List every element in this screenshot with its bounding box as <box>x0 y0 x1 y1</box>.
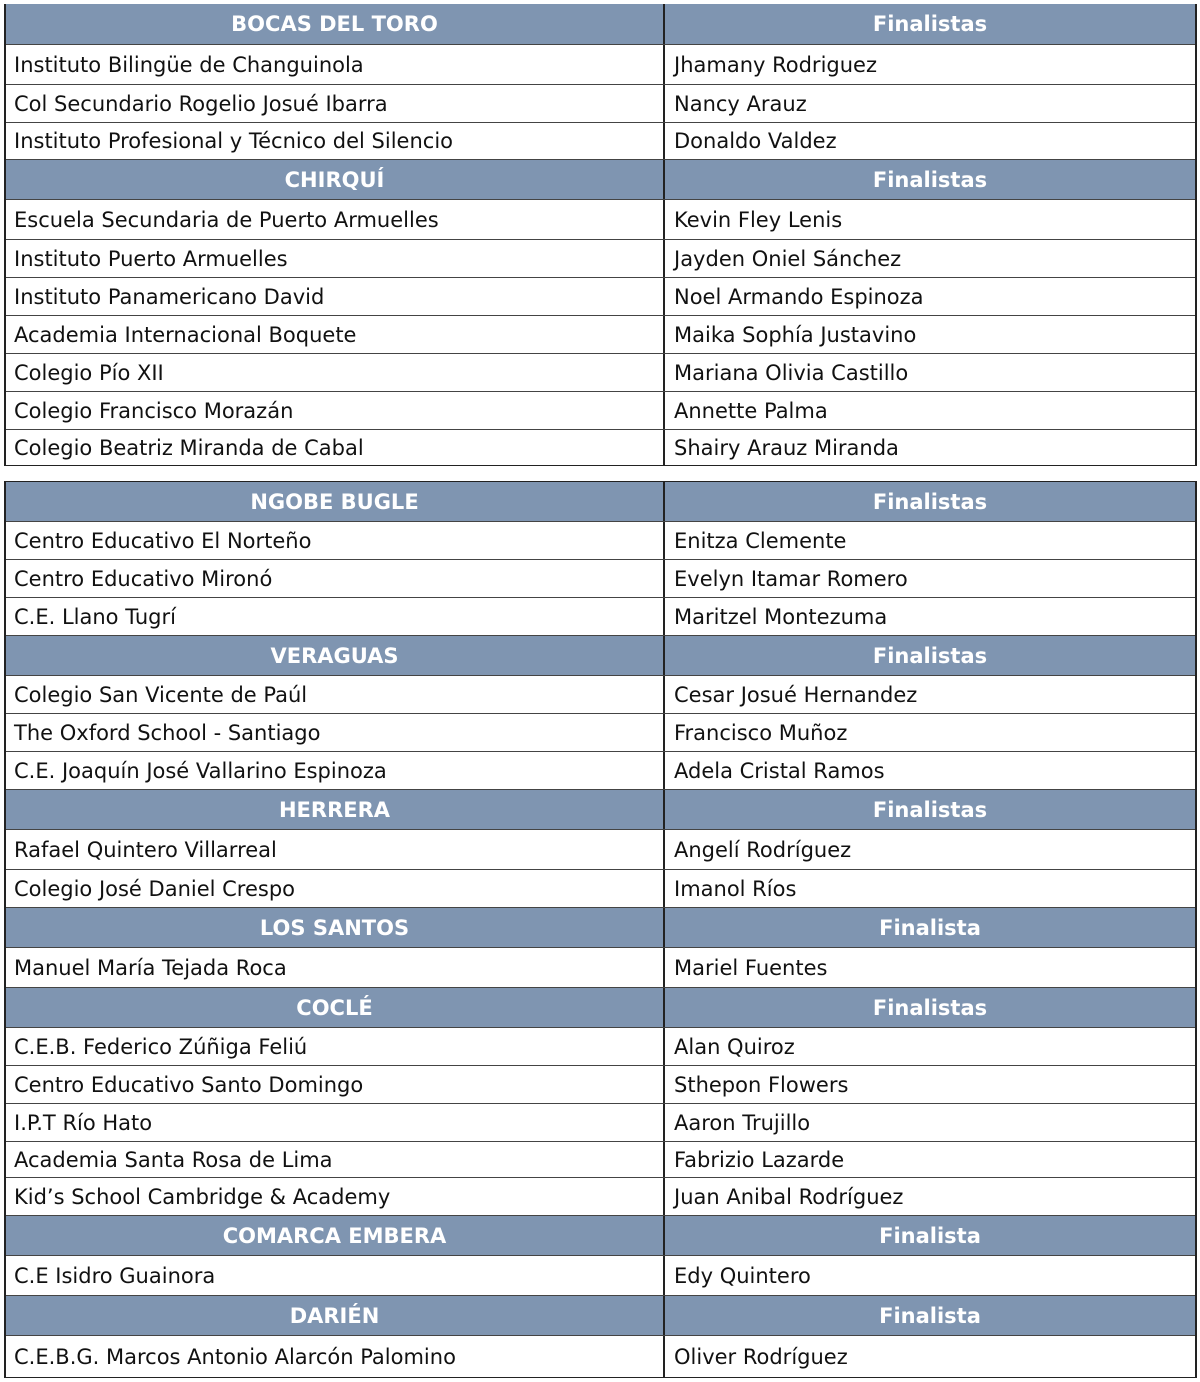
section-header-los-santos <box>6 907 1195 947</box>
finalist-name: Enitza Clemente <box>674 528 847 553</box>
finalist-name: Noel Armando Espinoza <box>674 284 924 309</box>
table-row <box>6 315 1195 353</box>
region-name: CHIRQUÍ <box>6 160 665 199</box>
finalist-name: Adela Cristal Ramos <box>674 758 885 783</box>
school-name: Centro Educativo El Norteño <box>6 522 665 559</box>
finalist-name: Mariel Fuentes <box>674 955 828 980</box>
section-header-ngobe-bugle <box>6 481 1195 521</box>
finalist-name: Angelí Rodríguez <box>674 837 852 862</box>
table-row <box>6 751 1195 789</box>
school-name: Colegio San Vicente de Paúl <box>6 676 665 713</box>
finalist-name: Oliver Rodríguez <box>674 1344 848 1369</box>
section-header-comarca-embera <box>6 1215 1195 1255</box>
table-row <box>6 277 1195 315</box>
school-name: Colegio Beatriz Miranda de Cabal <box>6 430 665 465</box>
table-row <box>6 353 1195 391</box>
school-name: C.E.B. Federico Zúñiga Feliú <box>6 1028 665 1065</box>
finalist-name: Shairy Arauz Miranda <box>674 435 899 460</box>
table-row <box>6 122 1195 159</box>
table-row <box>6 44 1195 84</box>
region-name: DARIÉN <box>6 1296 665 1335</box>
school-name: Academia Internacional Boquete <box>6 316 665 353</box>
school-name: C.E.B.G. Marcos Antonio Alarcón Palomino <box>6 1336 665 1377</box>
table-row <box>6 1177 1195 1215</box>
finalist-name: Imanol Ríos <box>674 876 797 901</box>
table-row <box>6 829 1195 869</box>
region-name: VERAGUAS <box>6 636 665 675</box>
region-name: COMARCA EMBERA <box>6 1216 665 1255</box>
finalists-table-2 <box>4 481 1197 1378</box>
school-name: Centro Educativo Santo Domingo <box>6 1066 665 1103</box>
school-name: Colegio Francisco Morazán <box>6 392 665 429</box>
school-name: Kid’s School Cambridge & Academy <box>6 1178 665 1215</box>
table-row <box>6 391 1195 429</box>
finalists-column-label: Finalistas <box>872 489 988 514</box>
table-row <box>6 1255 1195 1295</box>
region-name: BOCAS DEL TORO <box>6 4 665 44</box>
school-name: Manuel María Tejada Roca <box>6 948 665 987</box>
finalist-name: Donaldo Valdez <box>674 129 837 153</box>
school-name: C.E. Llano Tugrí <box>6 598 665 635</box>
section-header-cocle <box>6 987 1195 1027</box>
finalist-name: Juan Anibal Rodríguez <box>674 1184 904 1209</box>
finalists-column-label: Finalistas <box>872 12 988 36</box>
school-name: The Oxford School - Santiago <box>6 714 665 751</box>
section-header-bocas-del-toro <box>6 4 1195 44</box>
table-row <box>6 597 1195 635</box>
finalists-table-1 <box>4 4 1197 466</box>
finalists-column-label: Finalista <box>879 1223 981 1248</box>
section-header-darien <box>6 1295 1195 1335</box>
finalist-name: Evelyn Itamar Romero <box>674 566 908 591</box>
region-name: HERRERA <box>6 790 665 829</box>
table-row <box>6 559 1195 597</box>
finalists-column-label: Finalista <box>879 1303 981 1328</box>
section-header-veraguas <box>6 635 1195 675</box>
table-row <box>6 84 1195 122</box>
table-row <box>6 675 1195 713</box>
school-name: C.E Isidro Guainora <box>6 1256 665 1295</box>
region-name: COCLÉ <box>6 988 665 1027</box>
table-row <box>6 521 1195 559</box>
school-name: Instituto Panamericano David <box>6 278 665 315</box>
school-name: Centro Educativo Mironó <box>6 560 665 597</box>
table-row <box>6 1065 1195 1103</box>
school-name: Colegio José Daniel Crespo <box>6 870 665 907</box>
finalist-name: Annette Palma <box>674 398 828 423</box>
school-name: Academia Santa Rosa de Lima <box>6 1142 665 1177</box>
table-row <box>6 869 1195 907</box>
school-name: C.E. Joaquín José Vallarino Espinoza <box>6 752 665 789</box>
table-row <box>6 1141 1195 1177</box>
finalist-name: Kevin Fley Lenis <box>674 207 843 232</box>
table-row <box>6 199 1195 239</box>
finalist-name: Sthepon Flowers <box>674 1072 849 1097</box>
finalists-column-label: Finalistas <box>872 995 988 1020</box>
finalist-name: Nancy Arauz <box>674 91 807 116</box>
finalists-column-label: Finalistas <box>872 167 988 192</box>
finalist-name: Jhamany Rodriguez <box>674 52 877 77</box>
section-header-herrera <box>6 789 1195 829</box>
school-name: I.P.T Río Hato <box>6 1104 665 1141</box>
table-row <box>6 713 1195 751</box>
finalist-name: Alan Quiroz <box>674 1034 795 1059</box>
school-name: Colegio Pío XII <box>6 354 665 391</box>
finalist-name: Maritzel Montezuma <box>674 604 888 629</box>
school-name: Instituto Puerto Armuelles <box>6 240 665 277</box>
section-header-chirqui <box>6 159 1195 199</box>
school-name: Instituto Bilingüe de Changuinola <box>6 45 665 84</box>
table-row <box>6 1103 1195 1141</box>
finalist-name: Cesar Josué Hernandez <box>674 682 918 707</box>
finalist-name: Aaron Trujillo <box>674 1110 811 1135</box>
region-name: NGOBE BUGLE <box>6 482 665 521</box>
finalist-name: Jayden Oniel Sánchez <box>674 246 902 271</box>
table-row <box>6 239 1195 277</box>
finalist-name: Mariana Olivia Castillo <box>674 360 909 385</box>
school-name: Escuela Secundaria de Puerto Armuelles <box>6 200 665 239</box>
finalist-name: Edy Quintero <box>674 1263 811 1288</box>
finalist-name: Fabrizio Lazarde <box>674 1147 845 1172</box>
school-name: Col Secundario Rogelio Josué Ibarra <box>6 85 665 122</box>
table-row <box>6 1027 1195 1065</box>
finalist-name: Maika Sophía Justavino <box>674 322 917 347</box>
table-row <box>6 947 1195 987</box>
finalists-column-label: Finalista <box>879 915 981 940</box>
school-name: Rafael Quintero Villarreal <box>6 830 665 869</box>
school-name: Instituto Profesional y Técnico del Silencio <box>6 123 665 159</box>
finalists-column-label: Finalistas <box>872 643 988 668</box>
table-row <box>6 1335 1195 1377</box>
table-row <box>6 429 1195 465</box>
finalist-name: Francisco Muñoz <box>674 720 848 745</box>
finalists-column-label: Finalistas <box>872 797 988 822</box>
region-name: LOS SANTOS <box>6 908 665 947</box>
